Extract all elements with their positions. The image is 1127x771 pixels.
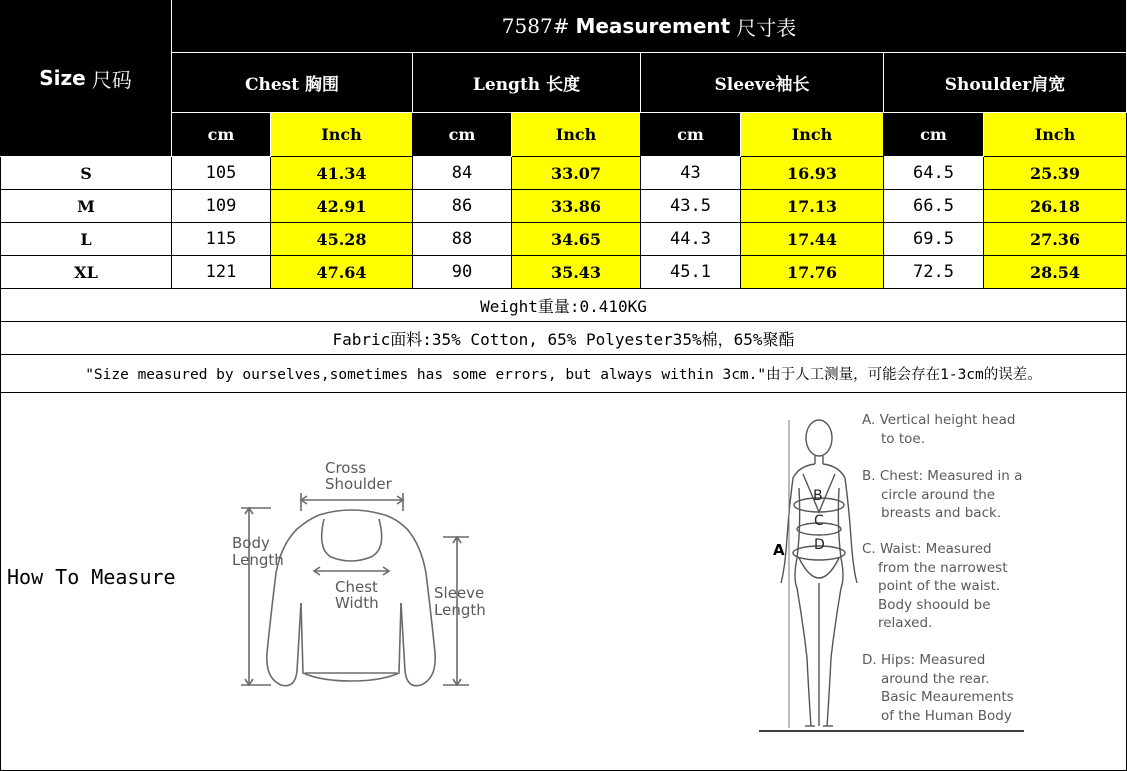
disclaimer-note: "Size measured by ourselves,sometimes has some errors, but always within 3cm."由于人工测量，可能会存在1-3cm的误差。: [0, 355, 1127, 393]
note-c-line-5: relaxed.: [878, 615, 933, 631]
row-size-label: S: [0, 157, 172, 190]
column-header-length: Length 长度: [413, 53, 641, 113]
table-cell-inch: 27.36: [984, 223, 1127, 256]
note-c-line-4: Body shoould be: [878, 597, 991, 613]
table-cell: 121: [172, 256, 271, 289]
title-cn: 尺寸表: [736, 15, 797, 40]
column-header-sleeve: Sleeve袖长: [641, 53, 884, 113]
table-cell-inch: 41.34: [271, 157, 413, 190]
table-cell-inch: 25.39: [984, 157, 1127, 190]
table-cell-inch: 16.93: [741, 157, 884, 190]
note-b-line-3: breasts and back.: [881, 505, 1002, 521]
table-cell: 84: [413, 157, 512, 190]
unit-header-length-inch: Inch: [512, 113, 641, 157]
unit-header-chest-cm: cm: [172, 113, 271, 157]
table-cell: 69.5: [884, 223, 984, 256]
note-d-line-4: of the Human Body: [881, 708, 1012, 724]
table-cell-inch: 42.91: [271, 190, 413, 223]
chest-width-label-2: Width: [335, 594, 379, 612]
table-cell-inch: 33.07: [512, 157, 641, 190]
column-header-chest: Chest 胸围: [172, 53, 413, 113]
table-cell-inch: 17.13: [741, 190, 884, 223]
table-cell: 66.5: [884, 190, 984, 223]
table-cell: 109: [172, 190, 271, 223]
unit-header-sleeve-cm: cm: [641, 113, 741, 157]
note-c-line-2: from the narrowest: [878, 560, 1008, 576]
size-header-en: Size: [39, 66, 86, 90]
table-cell: 105: [172, 157, 271, 190]
row-size-label: L: [0, 223, 172, 256]
table-cell-inch: 28.54: [984, 256, 1127, 289]
table-cell-inch: 26.18: [984, 190, 1127, 223]
cross-shoulder-label-1: Cross: [325, 459, 367, 477]
table-cell: 44.3: [641, 223, 741, 256]
marker-c: C: [814, 513, 824, 529]
unit-header-sleeve-inch: Inch: [741, 113, 884, 157]
column-header-shoulder: Shoulder肩宽: [884, 53, 1127, 113]
how-to-measure-section: [0, 393, 1127, 771]
table-cell: 43: [641, 157, 741, 190]
table-cell: 86: [413, 190, 512, 223]
unit-header-shoulder-inch: Inch: [984, 113, 1127, 157]
table-cell: 88: [413, 223, 512, 256]
title-code: 7587#: [501, 14, 570, 38]
marker-d: D: [814, 537, 825, 553]
table-cell: 45.1: [641, 256, 741, 289]
title-main: Measurement: [575, 14, 731, 38]
fabric-note: Fabric面料:35% Cotton, 65% Polyester35%棉，65%聚酯: [0, 322, 1127, 355]
table-cell-inch: 34.65: [512, 223, 641, 256]
size-header: [0, 0, 172, 157]
note-d-line-1: D. Hips: Measured: [862, 652, 986, 668]
note-c-line-1: C. Waist: Measured: [862, 541, 992, 557]
weight-note: Weight重量:0.410KG: [0, 289, 1127, 322]
row-size-label: M: [0, 190, 172, 223]
marker-b: B: [813, 488, 823, 504]
table-cell-inch: 17.44: [741, 223, 884, 256]
table-cell-inch: 33.86: [512, 190, 641, 223]
chest-width-label-1: Chest: [335, 578, 378, 596]
note-d-line-2: around the rear.: [881, 671, 990, 687]
table-cell: 115: [172, 223, 271, 256]
table-cell-inch: 47.64: [271, 256, 413, 289]
table-cell: 90: [413, 256, 512, 289]
body-length-label-1: Body: [232, 534, 270, 552]
cross-shoulder-label-2: Shoulder: [325, 475, 392, 493]
note-a-line-1: A. Vertical height head: [862, 412, 1016, 428]
body-length-label-2: Length: [232, 551, 284, 569]
body-measure-diagram: [759, 408, 1029, 738]
unit-header-length-cm: cm: [413, 113, 512, 157]
note-c-line-3: point of the waist.: [878, 578, 1001, 594]
table-cell: 64.5: [884, 157, 984, 190]
note-b-line-1: B. Chest: Measured in a: [862, 468, 1023, 484]
unit-header-chest-inch: Inch: [271, 113, 413, 157]
table-cell: 43.5: [641, 190, 741, 223]
table-cell-inch: 17.76: [741, 256, 884, 289]
chart-title: [172, 0, 1127, 53]
marker-a: A: [773, 541, 785, 559]
unit-header-shoulder-cm: cm: [884, 113, 984, 157]
sleeve-length-label-1: Sleeve: [434, 584, 485, 602]
table-cell-inch: 45.28: [271, 223, 413, 256]
note-d-line-3: Basic Meaurements: [881, 689, 1014, 705]
row-size-label: XL: [0, 256, 172, 289]
note-a-line-2: to toe.: [881, 431, 925, 447]
sleeve-length-label-2: Length: [434, 601, 486, 619]
size-header-cn: 尺码: [91, 67, 132, 92]
note-b-line-2: circle around the: [881, 487, 996, 503]
table-cell-inch: 35.43: [512, 256, 641, 289]
table-cell: 72.5: [884, 256, 984, 289]
sweater-measure-diagram: [221, 453, 501, 703]
how-to-measure-label: How To Measure: [7, 565, 176, 589]
